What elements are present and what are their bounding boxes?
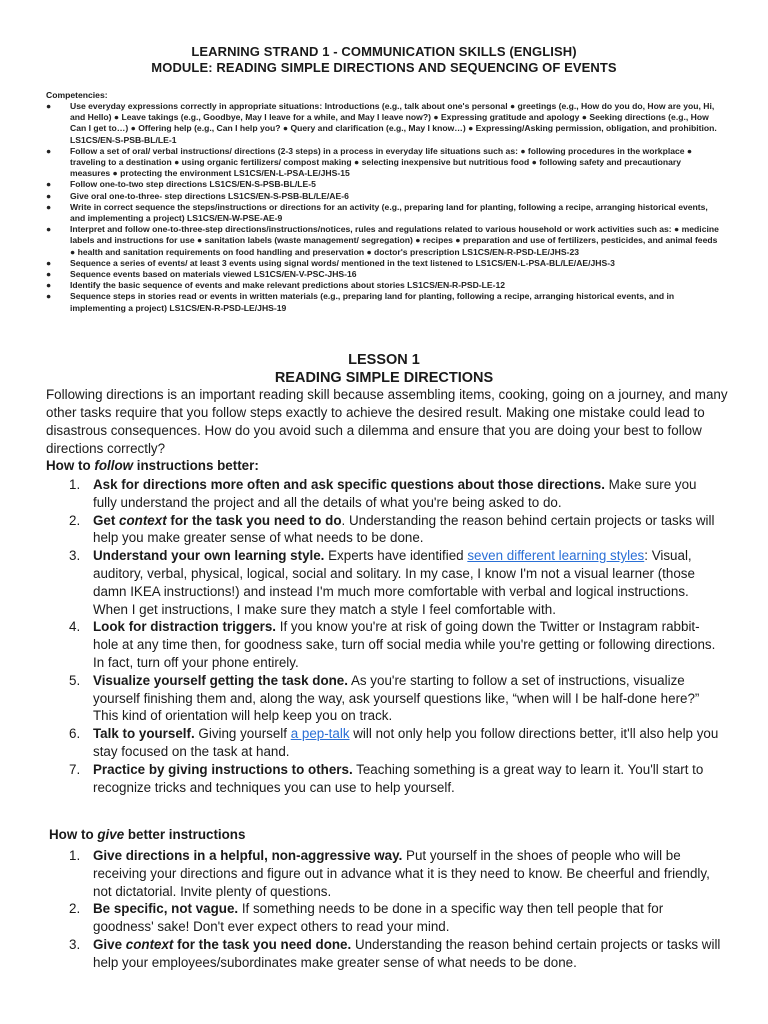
list-item: 5. Visualize yourself getting the task done. As you're starting to follow a set of instructions, visualize yourself finishing them and, along the way, ask yourself questions like, “when will I be half-done here?” This kind of orientation will help keep you on track. bbox=[69, 672, 700, 724]
competency-item: ● Identify the basic sequence of events and make relevant predictions about stories LS1CS/EN-R-PSD-LE-12 bbox=[46, 280, 506, 291]
bullet-icon: ● bbox=[46, 179, 52, 190]
list-item: 3. Understand your own learning style. Experts have identified seven different learning styles: Visual, auditory, verbal, physical, logical, social and solitary. In my case, I know I'm not a visual learner (those damn IKEA instructions!) and instead I'm much more comfortable with verbal and logical instructions. When I get instructions, I make sure they match a style I feel comfortable with. bbox=[69, 548, 695, 617]
bullet-icon: ● bbox=[46, 201, 52, 212]
follow-instructions-heading: How to follow instructions better: bbox=[46, 458, 259, 473]
list-item: 6. Talk to yourself. Giving yourself a pep-talk will not only help you follow directions better, it'll also help you stay focused on the task at hand. bbox=[69, 726, 719, 759]
lesson-intro: Following directions is an important reading skill because assembling items, cooking, going on a journey, and many other tasks require that you follow steps exactly to achieve the desired result. Making one mistake could lead to disastrous consequences. How do you avoid such a dilemma and ensure that you are doing your best to follow directions correctly? bbox=[46, 387, 728, 456]
list-item: 7. Practice by giving instructions to others. Teaching something is a great way to learn it. You'll start to recognize tricks and techniques you can use to help yourself. bbox=[69, 761, 704, 795]
bullet-icon: ● bbox=[46, 224, 52, 235]
bullet-icon: ● bbox=[46, 145, 52, 156]
bullet-icon: ● bbox=[46, 291, 52, 302]
competency-item: ● Sequence a series of events/ at least 3 events using signal words/ mentioned in the text listened to LS1CS/EN-L-PSA-BL/LE/AE/JHS-3 bbox=[46, 257, 615, 268]
give-steps-list bbox=[0, 847, 768, 972]
competency-item: ● Use everyday expressions correctly in appropriate situations: Introductions (e.g., talk about one's personal ● greetings (e.g., How do you do, How are you, Hi, and Hello) ● Leave takings (e.g., Goodbye, May I leave for a while, and May I leave now?) ● Expressing gratitude and apology ● Seeking directions (e.g., How Can I get to…) ● Offering help (e.g., Can I help you? ● Query and clarification (e.g., May I know…) ● Expressing/Asking permission, obligation, and prohibition. LS1CS/EN-S-PSB-BL/LE-1 bbox=[46, 101, 717, 145]
give-instructions-heading: How to give better instructions bbox=[49, 827, 246, 842]
list-item: 4. Look for distraction triggers. If you know you're at risk of going down the Twitter or Instagram rabbit-hole at any time then, for goodness sake, turn off social media while you're getting or following directions. In fact, turn off your phone entirely. bbox=[69, 619, 716, 670]
list-item: 2. Get context for the task you need to do. Understanding the reason behind certain projects or tasks will help you make greater sense of what needs to be done. bbox=[69, 512, 715, 546]
competency-item: ● Sequence events based on materials viewed LS1CS/EN-V-PSC-JHS-16 bbox=[46, 269, 357, 280]
competencies-label: Competencies: bbox=[46, 90, 108, 100]
bullet-icon: ● bbox=[46, 280, 52, 291]
competency-item: ● Sequence steps in stories read or events in written materials (e.g., preparing land for planting, following a recipe, arranging historical events, and in implementing a project) LS1CS/EN-R-PSD-LE/JHS-19 bbox=[46, 291, 675, 313]
list-item: 1. Ask for directions more often and ask specific questions about those directions. Make sure you fully understand the project and all the details of what you're being asked to do. bbox=[69, 477, 697, 510]
bullet-icon: ● bbox=[46, 190, 52, 201]
list-item: 3. Give context for the task you need done. Understanding the reason behind certain projects or tasks will help your employees/subordinates make greater sense of what needs to be done. bbox=[69, 936, 721, 970]
bullet-icon: ● bbox=[46, 269, 52, 280]
competencies-list bbox=[46, 101, 722, 314]
competency-item: ● Give oral one-to-three- step directions LS1CS/EN-S-PSB-BL/LE/AE-6 bbox=[46, 190, 349, 201]
bullet-icon: ● bbox=[46, 257, 52, 268]
follow-steps-list bbox=[0, 476, 768, 796]
module-title: MODULE: READING SIMPLE DIRECTIONS AND SEQUENCING OF EVENTS bbox=[151, 60, 617, 75]
learning-strand-title: LEARNING STRAND 1 - COMMUNICATION SKILLS (ENGLISH) bbox=[191, 44, 577, 59]
competency-item: ● Follow a set of oral/ verbal instructions/ directions (2-3 steps) in a process in everyday life situations such as: ● following procedures in the workplace ● traveling to a destination ● using organic fertilizers/ compost making ● selecting inexpensive but nutritious food ● following safety and precautionary measures ● protecting the environment LS1CS/EN-L-PSA-LE/JHS-15 bbox=[46, 145, 693, 179]
list-item: 2. Be specific, not vague. If something needs to be done in a specific way then tell people that for goodness' sake! Don't ever expect others to read your mind. bbox=[69, 901, 664, 935]
competency-item: ● Interpret and follow one-to-three-step directions/instructions/notices, rules and regulations related to various household or work activities such as: ● medicine labels and instructions for use ● sanitation labels (waste management/ segregation) ● recipes ● preparation and use of fertilizers, pesticides, and animal feeds ● health and sanitation requirements on food handling and preservation ● doctor's prescription LS1CS/EN-R-PSD-LE/JHS-23 bbox=[46, 224, 719, 257]
competency-item: ● Write in correct sequence the steps/instructions or directions for an activity (e.g., preparing land for planting, following a recipe, arranging historical events, and implementing a project) LS1CS/EN-W-PSE-AE-9 bbox=[46, 201, 708, 224]
pep-talk-link[interactable]: a pep-talk bbox=[290, 726, 350, 742]
lesson-title: READING SIMPLE DIRECTIONS bbox=[274, 370, 494, 386]
lesson-number: LESSON 1 bbox=[348, 352, 420, 368]
bullet-icon: ● bbox=[46, 101, 52, 111]
list-item: 1. Give directions in a helpful, non-aggressive way. Put yourself in the shoes of people who will be receiving your directions and figure out in advance what it is they need to know. Be cheerful and friendly, not dictatorial. Invite plenty of questions. bbox=[69, 848, 710, 899]
competency-item: ● Follow one-to-two step directions LS1CS/EN-S-PSB-BL/LE-5 bbox=[46, 179, 316, 190]
learning-styles-link[interactable]: seven different learning styles bbox=[467, 548, 645, 564]
